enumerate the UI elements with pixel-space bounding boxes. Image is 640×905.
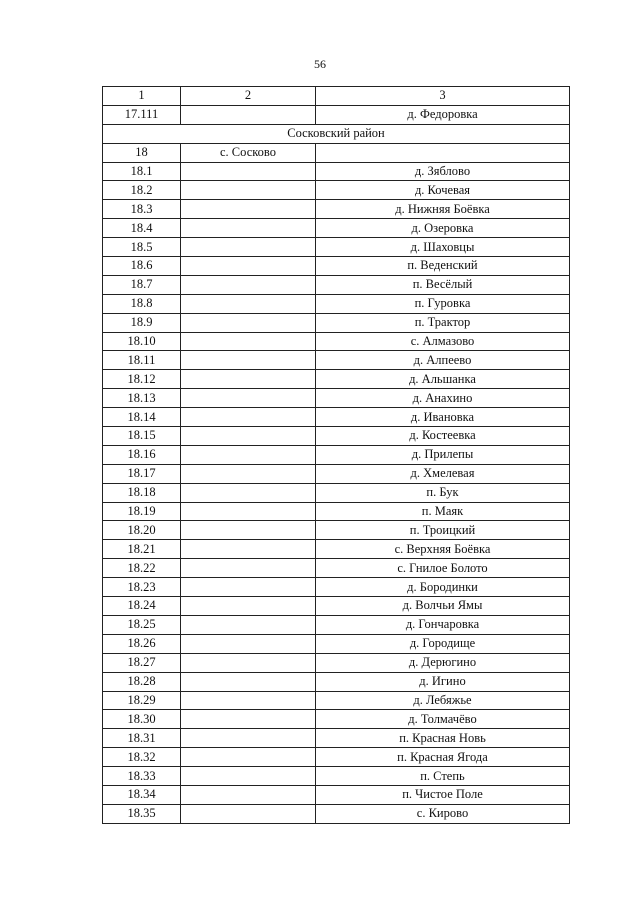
settlement-cell: п. Чистое Поле (316, 785, 570, 804)
table-row (103, 219, 570, 238)
row-number-cell: 18.7 (103, 275, 181, 294)
table-row (103, 275, 570, 294)
table-row (103, 634, 570, 653)
row-number-cell: 18.18 (103, 483, 181, 502)
settlement-cell: д. Бородинки (316, 578, 570, 597)
settlement-cell: д. Анахино (316, 389, 570, 408)
table-row (103, 653, 570, 672)
settlement-cell: д. Игино (316, 672, 570, 691)
settlement-cell: с. Верхняя Боёвка (316, 540, 570, 559)
admin-center-cell (181, 257, 316, 276)
table-row (103, 615, 570, 634)
admin-center-cell (181, 445, 316, 464)
admin-center-cell (181, 748, 316, 767)
row-number-cell: 18.16 (103, 445, 181, 464)
table-row (103, 521, 570, 540)
settlement-cell: п. Весёлый (316, 275, 570, 294)
settlement-cell: с. Кирово (316, 804, 570, 823)
settlement-cell: д. Прилепы (316, 445, 570, 464)
row-number-cell: 18.1 (103, 162, 181, 181)
district-name: Сосковский район (103, 124, 570, 143)
admin-center-cell (181, 370, 316, 389)
admin-center-cell (181, 238, 316, 257)
row-number-cell: 18 (103, 143, 181, 162)
row-number-cell: 18.25 (103, 615, 181, 634)
settlement-cell: п. Веденский (316, 257, 570, 276)
row-number-cell: 18.21 (103, 540, 181, 559)
admin-center-cell (181, 615, 316, 634)
row-number-cell: 18.26 (103, 634, 181, 653)
admin-center-cell (181, 559, 316, 578)
settlement-cell: д. Алпеево (316, 351, 570, 370)
row-number-cell: 18.27 (103, 653, 181, 672)
row-number-cell: 18.28 (103, 672, 181, 691)
settlement-cell: д. Костеевка (316, 427, 570, 446)
table-row (103, 427, 570, 446)
row-number-cell: 18.8 (103, 294, 181, 313)
table-row (103, 578, 570, 597)
row-number-cell: 18.11 (103, 351, 181, 370)
table-row (103, 408, 570, 427)
table-row (103, 483, 570, 502)
row-number-cell: 18.5 (103, 238, 181, 257)
settlement-cell: д. Гончаровка (316, 615, 570, 634)
table-row (103, 710, 570, 729)
settlement-cell: д. Лебяжье (316, 691, 570, 710)
row-number-cell: 18.19 (103, 502, 181, 521)
admin-center-cell (181, 162, 316, 181)
table-row (103, 672, 570, 691)
settlement-cell: п. Бук (316, 483, 570, 502)
settlement-cell: д. Дерюгино (316, 653, 570, 672)
admin-center-cell (181, 691, 316, 710)
table-row (103, 181, 570, 200)
settlement-cell: д. Альшанка (316, 370, 570, 389)
column-header-2: 2 (181, 87, 316, 106)
admin-center-cell (181, 729, 316, 748)
row-number-cell: 18.30 (103, 710, 181, 729)
table-row (103, 143, 570, 162)
admin-center-cell (181, 483, 316, 502)
row-number-cell: 18.6 (103, 257, 181, 276)
admin-center-cell (181, 313, 316, 332)
table-row (103, 238, 570, 257)
admin-center-cell: с. Сосково (181, 143, 316, 162)
admin-center-cell (181, 275, 316, 294)
row-number-cell: 18.3 (103, 200, 181, 219)
row-number-cell: 18.35 (103, 804, 181, 823)
table-row (103, 729, 570, 748)
row-number-cell: 18.23 (103, 578, 181, 597)
table-row (103, 389, 570, 408)
settlement-cell: д. Хмелевая (316, 464, 570, 483)
table-row (103, 502, 570, 521)
table-row (103, 105, 570, 124)
table-row (103, 559, 570, 578)
table-row (103, 332, 570, 351)
row-number-cell: 18.13 (103, 389, 181, 408)
row-number-cell: 18.32 (103, 748, 181, 767)
row-number-cell: 18.9 (103, 313, 181, 332)
settlements-table (102, 86, 570, 824)
page-number: 56 (314, 57, 326, 71)
settlement-cell: с. Гнилое Болото (316, 559, 570, 578)
table-row (103, 464, 570, 483)
admin-center-cell (181, 200, 316, 219)
admin-center-cell (181, 521, 316, 540)
table-header-row (103, 87, 570, 106)
table-row (103, 785, 570, 804)
settlement-cell: д. Городище (316, 634, 570, 653)
admin-center-cell (181, 332, 316, 351)
admin-center-cell (181, 351, 316, 370)
table-row (103, 767, 570, 786)
row-number-cell: 18.2 (103, 181, 181, 200)
admin-center-cell (181, 181, 316, 200)
admin-center-cell (181, 540, 316, 559)
admin-center-cell (181, 464, 316, 483)
row-number-cell: 18.29 (103, 691, 181, 710)
row-number-cell: 17.111 (103, 105, 181, 124)
row-number-cell: 18.4 (103, 219, 181, 238)
table-row (103, 748, 570, 767)
settlement-cell: п. Маяк (316, 502, 570, 521)
admin-center-cell (181, 804, 316, 823)
settlement-cell: п. Трактор (316, 313, 570, 332)
admin-center-cell (181, 785, 316, 804)
settlement-cell: д. Волчьи Ямы (316, 597, 570, 616)
district-row (103, 124, 570, 143)
settlement-cell: п. Гуровка (316, 294, 570, 313)
settlement-cell: д. Ивановка (316, 408, 570, 427)
settlement-cell (316, 143, 570, 162)
settlement-cell: д. Озеровка (316, 219, 570, 238)
admin-center-cell (181, 634, 316, 653)
table-body (103, 87, 570, 824)
table-row (103, 257, 570, 276)
admin-center-cell (181, 710, 316, 729)
row-number-cell: 18.34 (103, 785, 181, 804)
table-row (103, 294, 570, 313)
row-number-cell: 18.20 (103, 521, 181, 540)
settlement-cell: п. Красная Новь (316, 729, 570, 748)
admin-center-cell (181, 408, 316, 427)
settlement-cell: с. Алмазово (316, 332, 570, 351)
table-row (103, 691, 570, 710)
table-row (103, 370, 570, 389)
table-row (103, 540, 570, 559)
column-header-1: 1 (103, 87, 181, 106)
admin-center-cell (181, 653, 316, 672)
table-row (103, 351, 570, 370)
settlement-cell: д. Федоровка (316, 105, 570, 124)
admin-center-cell (181, 597, 316, 616)
row-number-cell: 18.24 (103, 597, 181, 616)
row-number-cell: 18.10 (103, 332, 181, 351)
settlement-cell: д. Толмачёво (316, 710, 570, 729)
admin-center-cell (181, 502, 316, 521)
admin-center-cell (181, 427, 316, 446)
column-header-3: 3 (316, 87, 570, 106)
table-row (103, 313, 570, 332)
settlement-cell: д. Шаховцы (316, 238, 570, 257)
admin-center-cell (181, 105, 316, 124)
table-row (103, 597, 570, 616)
row-number-cell: 18.14 (103, 408, 181, 427)
table-row (103, 445, 570, 464)
row-number-cell: 18.12 (103, 370, 181, 389)
row-number-cell: 18.33 (103, 767, 181, 786)
table-row (103, 804, 570, 823)
admin-center-cell (181, 294, 316, 313)
table-row (103, 200, 570, 219)
row-number-cell: 18.15 (103, 427, 181, 446)
table-row (103, 162, 570, 181)
admin-center-cell (181, 672, 316, 691)
admin-center-cell (181, 219, 316, 238)
settlement-cell: п. Степь (316, 767, 570, 786)
settlement-cell: д. Нижняя Боёвка (316, 200, 570, 219)
settlement-cell: п. Красная Ягода (316, 748, 570, 767)
row-number-cell: 18.17 (103, 464, 181, 483)
row-number-cell: 18.31 (103, 729, 181, 748)
settlement-cell: д. Кочевая (316, 181, 570, 200)
settlement-cell: д. Зяблово (316, 162, 570, 181)
admin-center-cell (181, 767, 316, 786)
admin-center-cell (181, 389, 316, 408)
admin-center-cell (181, 578, 316, 597)
row-number-cell: 18.22 (103, 559, 181, 578)
settlement-cell: п. Троицкий (316, 521, 570, 540)
